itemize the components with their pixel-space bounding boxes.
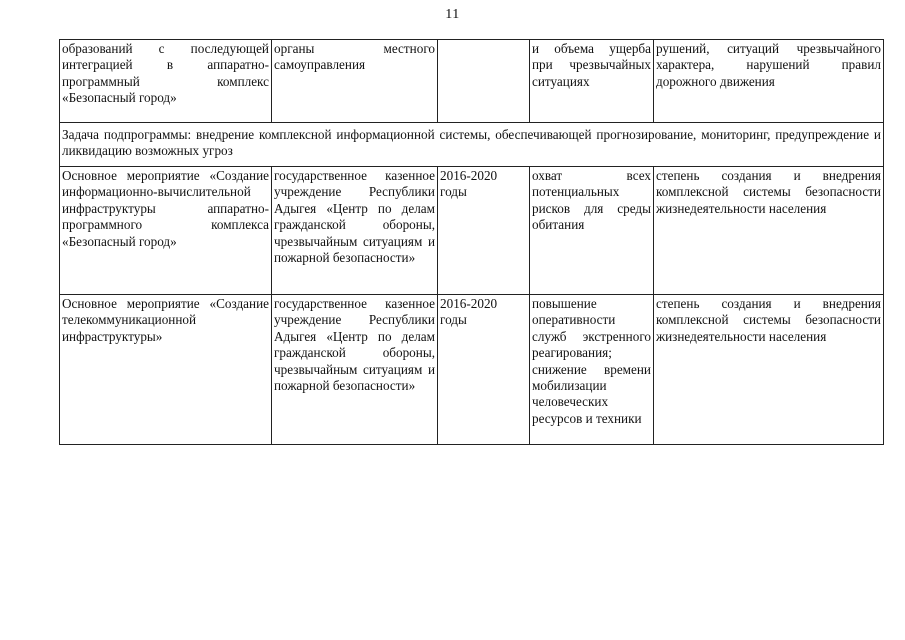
- table-cell-activity: образований с последующей интеграцией в аппаратно-программный комплекс «Безопасный город»: [60, 40, 272, 123]
- table-cell-indicator: степень создания и внедрения комплексной системы безопасности жизнедеятельности населения: [654, 167, 884, 295]
- table-cell-activity: Основное мероприятие «Создание телекоммуникационной инфраструктуры»: [60, 295, 272, 445]
- table-row-continuation: [60, 40, 884, 123]
- table-cell-period: [438, 40, 530, 123]
- table-cell-executor: государственное казенное учреждение Республики Адыгея «Центр по делам гражданской обороны, чрезвычайным ситуациям и пожарной безопасности»: [272, 167, 438, 295]
- page-number: 11: [445, 7, 460, 22]
- table-cell-executor: органы местного самоуправления: [272, 40, 438, 123]
- table-cell-result: повышение оперативности служб экстренного реагирования; снижение времени мобилизации человеческих ресурсов и техники: [530, 295, 654, 445]
- table-row: [60, 167, 884, 295]
- table-cell-period: 2016-2020 годы: [438, 167, 530, 295]
- table-cell-indicator: рушений, ситуаций чрезвычайного характера, нарушений правил дорожного движения: [654, 40, 884, 123]
- program-table: [59, 39, 884, 445]
- table-row-task: [60, 123, 884, 167]
- table-cell-result: охват всех потенциальных рисков для среды обитания: [530, 167, 654, 295]
- table-cell-period: 2016-2020 годы: [438, 295, 530, 445]
- table-cell-executor: государственное казенное учреждение Республики Адыгея «Центр по делам гражданской обороны, чрезвычайным ситуациям и пожарной безопасности»: [272, 295, 438, 445]
- table-cell-indicator: степень создания и внедрения комплексной системы безопасности жизнедеятельности населения: [654, 295, 884, 445]
- table-cell-activity: Основное мероприятие «Создание информационно-вычислительной инфраструктуры аппаратно-программного комплекса «Безопасный город»: [60, 167, 272, 295]
- table-cell-task: Задача подпрограммы: внедрение комплексной информационной системы, обеспечивающей прогнозирование, мониторинг, предупреждение и ликвидацию возможных угроз: [60, 123, 884, 167]
- table-row: [60, 295, 884, 445]
- table-cell-result: и объема ущерба при чрезвычайных ситуациях: [530, 40, 654, 123]
